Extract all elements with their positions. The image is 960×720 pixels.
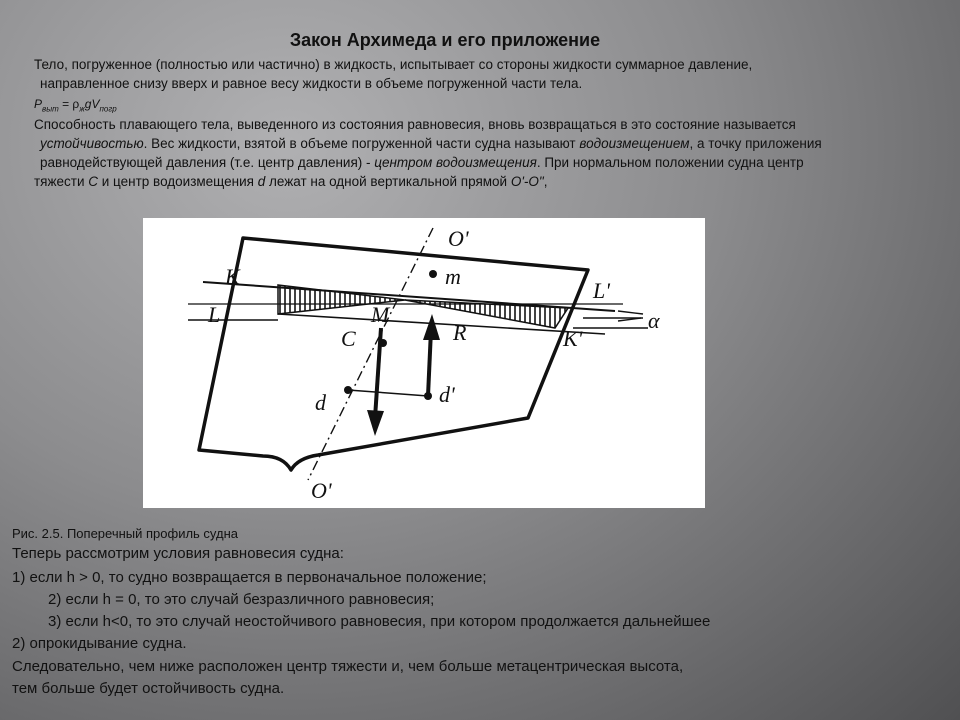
- formula-lhs: P: [34, 97, 43, 111]
- intro-line-2: направленное снизу вверх и равное весу жидкости в объеме погруженной части тела.: [40, 76, 583, 91]
- condition-4: 2) опрокидывание судна.: [12, 635, 187, 652]
- stability-line-4: [34, 172, 547, 191]
- figure-caption: Рис. 2.5. Поперечный профиль судна: [12, 526, 238, 541]
- stability-line-2-end: , а точку приложения: [689, 136, 822, 151]
- point-c: [379, 339, 387, 347]
- formula-v-sub: погр: [99, 104, 117, 114]
- label-l-prime: L': [593, 278, 610, 303]
- term-stability: устойчивостью: [40, 136, 144, 151]
- label-c: C: [341, 326, 356, 351]
- stability-line-2-rest: . Вес жидкости, взятой в объеме погруженной части судна называют: [143, 136, 580, 151]
- formula-rho-sub: ж: [79, 104, 85, 114]
- label-alpha: α: [648, 308, 660, 333]
- label-d-prime: d': [439, 382, 455, 407]
- formula-gv: gV: [84, 97, 100, 111]
- letter-d: d: [257, 174, 266, 189]
- ship-diagram: [143, 218, 705, 508]
- condition-2: 2) если h = 0, то это случай безразличного равновесия;: [48, 591, 435, 608]
- intro-line-1: Тело, погруженное (полностью или частично) в жидкость, испытывает со стороны жидкости суммарное давление,: [34, 57, 753, 72]
- buoyancy-arrowhead: [423, 314, 440, 340]
- formula-eq: = ρ: [58, 97, 80, 111]
- stability-line-3-end: . При нормальном положении судна центр: [536, 155, 804, 170]
- point-d-prime: [424, 392, 432, 400]
- line-dd: [348, 390, 428, 396]
- term-displacement: водоизмещением: [579, 136, 690, 151]
- conclusion-line-2: тем больше будет остойчивость судна.: [12, 680, 285, 697]
- stability-line-4-end: ,: [543, 174, 548, 189]
- point-d: [344, 386, 352, 394]
- conclusion-line-1: Следовательно, чем ниже расположен центр тяжести и, чем больше метацентрическая высота,: [12, 658, 684, 675]
- stability-line-4-start: тяжести: [34, 174, 89, 189]
- stability-line-4-mid2: лежат на одной вертикальной прямой: [265, 174, 511, 189]
- label-m-big: M: [371, 302, 390, 327]
- stability-line-4-mid: и центр водоизмещения: [98, 174, 258, 189]
- stability-line-3: [40, 153, 804, 172]
- term-center-of-buoyancy: центром водоизмещения: [374, 155, 537, 170]
- condition-3: 3) если h<0, то это случай неостойчивого равновесия, при котором продолжается дальнейшее: [48, 613, 711, 630]
- slide-title: Закон Архимеда и его приложение: [289, 30, 601, 50]
- ship-profile-figure: [143, 218, 705, 508]
- stability-line-3-start: равнодействующей давления (т.е. центр давления) -: [40, 155, 375, 170]
- label-k-prime: K': [563, 326, 583, 351]
- formula-lhs-sub: выт: [42, 104, 59, 114]
- label-r: R: [453, 320, 467, 345]
- label-o-top: O': [448, 226, 469, 251]
- stability-line-2: [40, 134, 822, 153]
- stability-line-1: Способность плавающего тела, выведенного из состояния равновесия, вновь возвращаться в это состояние называется: [34, 117, 796, 132]
- label-l: L: [208, 302, 221, 327]
- conditions-intro: Теперь рассмотрим условия равновесия судна:: [12, 545, 344, 562]
- gravity-arrowhead: [367, 410, 384, 436]
- letter-c: C: [88, 174, 99, 189]
- label-d: d: [315, 390, 326, 415]
- point-m: [429, 270, 437, 278]
- label-o-bottom: O': [311, 478, 332, 503]
- ship-hull: [199, 238, 588, 470]
- axis-oo: [308, 228, 433, 480]
- label-k: K: [225, 264, 240, 289]
- condition-1: 1) если h > 0, то судно возвращается в первоначальное положение;: [12, 569, 487, 586]
- waterline-inclined: [203, 282, 615, 311]
- alpha-arrow-1: [618, 311, 643, 314]
- label-m-small: m: [445, 264, 461, 289]
- line-oo: O'-O": [510, 174, 544, 189]
